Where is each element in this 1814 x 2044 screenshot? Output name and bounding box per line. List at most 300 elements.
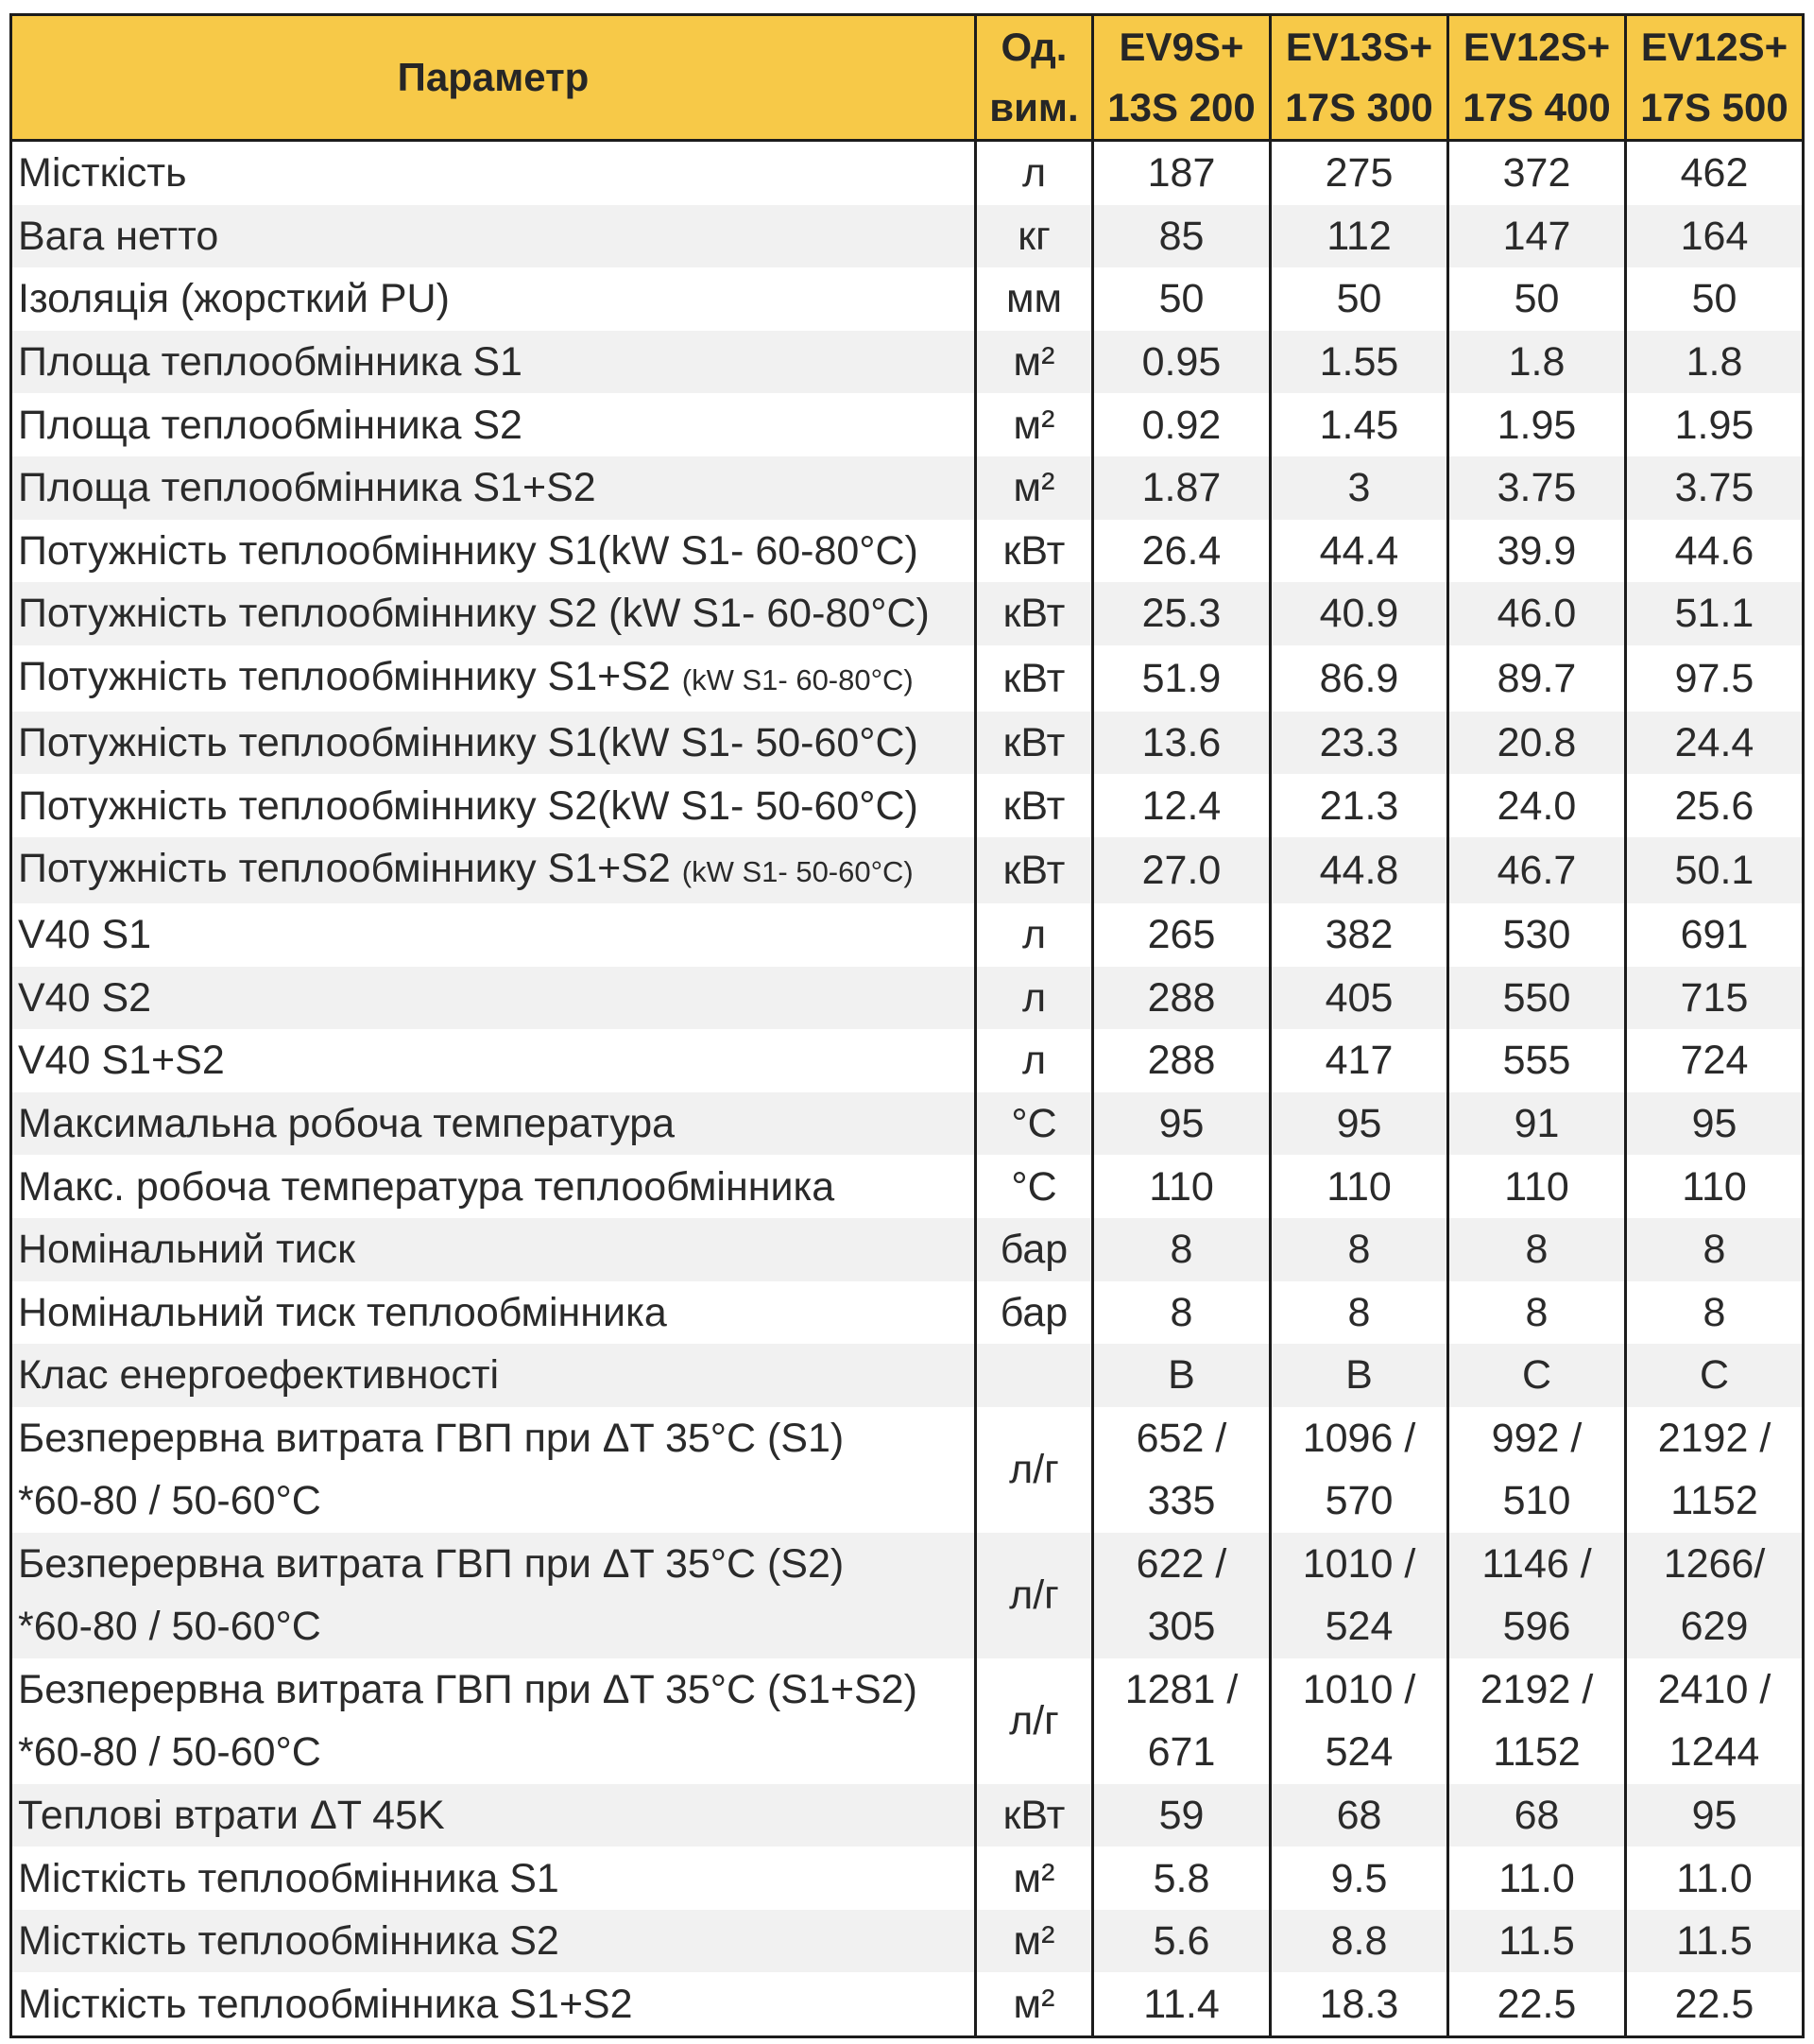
value-cell [1448,141,1626,205]
value-cell [1626,141,1804,205]
value-text: 39.9 [1497,527,1577,574]
value-cell [1093,1658,1271,1784]
value-cell [1093,1846,1271,1910]
value-cell [1271,1281,1448,1345]
param-cell [11,1910,976,1973]
value-text: 110 [1682,1163,1747,1210]
table-row [11,1407,1804,1533]
header-model-3: EV12S+ 17S 400 [1448,15,1626,141]
unit-cell: л/г [976,1658,1093,1784]
value-cell [1448,1533,1626,1658]
value-text: 13.6 [1141,720,1222,766]
value-text: 0.92 [1141,402,1222,448]
value-cell [1626,712,1804,775]
value-cell [1093,903,1271,967]
value-cell [1271,1218,1448,1281]
value-text: 8 [1170,1289,1193,1335]
unit-cell: °C [976,1155,1093,1218]
value-text: 382 [1325,912,1394,958]
value-cell [1626,1533,1804,1658]
unit-cell: л/г [976,1407,1093,1533]
param-cell [11,712,976,775]
unit-cell: кВт [976,1784,1093,1847]
table-row [11,141,1804,205]
value-cell [1626,520,1804,583]
param-cell [11,837,976,903]
value-cell [1626,1218,1804,1281]
value-text: C [1699,1352,1730,1399]
param-text: Теплові втрати ΔT 45K [18,1792,445,1838]
param-text: *60-80 / 50-60°C [18,1478,321,1524]
value-text: 8 [1525,1227,1549,1273]
value-text: 8 [1170,1227,1193,1273]
value-cell [1093,1972,1271,2036]
header-unit: Од. вим. [976,15,1093,141]
value-text: 40.9 [1319,591,1399,637]
value-text: 596 [1502,1604,1571,1650]
unit-cell: кВт [976,712,1093,775]
param-text: Номінальний тиск [18,1227,355,1273]
value-cell [1626,582,1804,645]
value-text: 1146 / [1481,1541,1592,1588]
value-text: 524 [1325,1604,1394,1650]
table-row [11,837,1804,903]
value-cell [1093,1407,1271,1533]
param-cell [11,967,976,1030]
value-cell [1093,837,1271,903]
value-cell [1271,267,1448,331]
value-text: 85 [1158,213,1205,259]
unit-cell: л [976,967,1093,1030]
table-row [11,903,1804,967]
value-cell [1626,331,1804,394]
value-text: 8.8 [1330,1918,1388,1965]
value-text: 530 [1502,912,1571,958]
value-cell [1448,1407,1626,1533]
param-text: *60-80 / 50-60°C [18,1604,321,1650]
value-text: 91 [1514,1101,1560,1147]
value-text: 550 [1502,974,1571,1021]
value-cell [1271,141,1448,205]
value-text: 8 [1525,1289,1549,1335]
value-text: 5.8 [1153,1855,1210,1901]
value-text: 524 [1325,1729,1394,1776]
value-text: 2410 / [1657,1667,1771,1713]
param-cell [11,1533,976,1658]
value-cell [1626,1155,1804,1218]
value-text: 1010 / [1302,1667,1416,1713]
param-text: Потужність теплообміннику S1+S2 [18,845,671,891]
value-cell [1271,1784,1448,1847]
table-row [11,1344,1804,1407]
param-cell [11,141,976,205]
value-text: 147 [1502,213,1571,259]
value-text: 25.3 [1141,591,1222,637]
value-cell [1093,1092,1271,1156]
value-cell [1271,1029,1448,1092]
unit-cell: м² [976,456,1093,520]
value-cell [1093,1344,1271,1407]
value-cell [1271,456,1448,520]
param-cell [11,774,976,837]
value-cell [1626,1658,1804,1784]
value-text: 11.5 [1676,1918,1753,1965]
param-text: Номінальний тиск теплообмінника [18,1289,667,1335]
value-cell [1093,1910,1271,1973]
table-row [11,967,1804,1030]
value-text: 1.95 [1674,402,1754,448]
value-text: C [1521,1352,1552,1399]
unit-cell: л [976,903,1093,967]
param-text: Площа теплообмінника S2 [18,402,522,448]
value-cell [1093,141,1271,205]
value-text: 288 [1147,974,1216,1021]
param-text: Місткість теплообмінника S1+S2 [18,1981,633,2027]
value-text: 24.0 [1497,782,1577,829]
value-cell [1093,645,1271,712]
table-row [11,1533,1804,1658]
param-text: Клас енергоефективності [18,1352,500,1399]
param-text: Потужність теплообміннику S1(kW S1- 50-60°C) [18,720,918,766]
spec-body [11,141,1804,2037]
value-cell [1626,1281,1804,1345]
table-row [11,1281,1804,1345]
value-text: 18.3 [1319,1981,1399,2027]
value-cell [1271,205,1448,268]
unit-cell: кВт [976,520,1093,583]
value-cell [1271,393,1448,456]
param-text: V40 S1+S2 [18,1038,225,1084]
value-text: 11.0 [1498,1855,1575,1901]
value-cell [1093,1533,1271,1658]
value-text: 50.1 [1674,847,1754,893]
value-text: 11.5 [1498,1918,1575,1965]
value-text: 8 [1703,1227,1726,1273]
value-text: 2192 / [1657,1416,1771,1462]
value-text: 23.3 [1319,720,1399,766]
table-row [11,267,1804,331]
param-text: Місткість теплообмінника S1 [18,1855,559,1901]
value-text: 671 [1147,1729,1216,1776]
value-text: 11.4 [1143,1981,1220,2027]
param-text: Потужність теплообміннику S1+S2 [18,653,671,699]
param-text: Площа теплообмінника S1+S2 [18,465,596,511]
param-cell [11,1155,976,1218]
value-cell [1448,837,1626,903]
value-cell [1093,1218,1271,1281]
unit-cell: м² [976,331,1093,394]
value-text: 97.5 [1674,655,1754,701]
value-cell [1093,267,1271,331]
value-text: 372 [1502,150,1571,197]
value-text: 335 [1147,1478,1216,1524]
value-cell [1626,837,1804,903]
param-text: Вага нетто [18,213,219,259]
value-text: 68 [1514,1792,1560,1838]
value-text: 1266/ [1663,1541,1766,1588]
param-text: Макс. робоча температура теплообмінника [18,1163,835,1210]
value-text: 50 [1691,276,1737,322]
value-text: B [1168,1352,1195,1399]
value-text: 22.5 [1674,1981,1754,2027]
value-text: 629 [1680,1604,1749,1650]
value-cell [1626,1092,1804,1156]
param-text: Місткість теплообмінника S2 [18,1918,559,1965]
param-cell [11,1972,976,2036]
value-cell [1448,1155,1626,1218]
value-text: 3.75 [1674,465,1754,511]
value-text: 555 [1502,1038,1571,1084]
unit-cell: л/г [976,1533,1093,1658]
param-cell [11,393,976,456]
value-cell [1093,582,1271,645]
value-cell [1626,1407,1804,1533]
value-text: B [1345,1352,1373,1399]
value-cell [1271,1155,1448,1218]
value-cell [1093,1029,1271,1092]
table-row [11,582,1804,645]
value-text: 25.6 [1674,782,1754,829]
value-cell [1093,967,1271,1030]
value-cell [1093,331,1271,394]
value-text: 22.5 [1497,1981,1577,2027]
unit-cell: л [976,1029,1093,1092]
value-text: 715 [1680,974,1749,1021]
value-cell [1448,1218,1626,1281]
value-text: 9.5 [1330,1855,1388,1901]
value-cell [1448,774,1626,837]
value-text: 462 [1680,150,1749,197]
value-text: 51.9 [1141,655,1222,701]
value-cell [1448,520,1626,583]
table-row [11,1972,1804,2036]
value-text: 20.8 [1497,720,1577,766]
unit-cell: бар [976,1281,1093,1345]
value-text: 1152 [1493,1729,1581,1776]
value-cell [1093,712,1271,775]
value-text: 89.7 [1497,655,1577,701]
value-cell [1271,1910,1448,1973]
unit-cell: м² [976,1972,1093,2036]
value-text: 3.75 [1497,465,1577,511]
param-text: Безперервна витрата ГВП при ΔT 35°C (S1+S2) [18,1667,917,1713]
param-cell [11,456,976,520]
value-text: 95 [1158,1101,1205,1147]
value-cell [1271,712,1448,775]
param-cell [11,520,976,583]
value-text: 622 / [1136,1541,1227,1588]
value-text: 8 [1703,1289,1726,1335]
value-cell [1271,520,1448,583]
value-cell [1271,1658,1448,1784]
value-text: 1.8 [1508,339,1566,386]
param-cell [11,1407,976,1533]
value-cell [1626,903,1804,967]
table-row [11,774,1804,837]
value-text: 50 [1158,276,1205,322]
value-text: 95 [1691,1792,1737,1838]
value-text: 95 [1336,1101,1382,1147]
value-cell [1448,1784,1626,1847]
param-text: Безперервна витрата ГВП при ΔT 35°C (S1) [18,1416,845,1462]
value-cell [1626,393,1804,456]
value-text: 1152 [1670,1478,1758,1524]
value-text: 51.1 [1674,591,1754,637]
value-cell [1448,456,1626,520]
value-text: 59 [1158,1792,1205,1838]
value-text: 44.4 [1319,527,1399,574]
value-text: 652 / [1136,1416,1227,1462]
value-text: 24.4 [1674,720,1754,766]
param-cell [11,267,976,331]
value-text: 164 [1680,213,1749,259]
value-text: 1.95 [1497,402,1577,448]
value-text: 1281 / [1124,1667,1239,1713]
value-text: 510 [1502,1478,1571,1524]
value-text: 1.55 [1319,339,1399,386]
value-cell [1448,331,1626,394]
value-cell [1093,520,1271,583]
value-cell [1448,1910,1626,1973]
param-text: Місткість [18,150,187,197]
value-text: 1096 / [1302,1416,1416,1462]
value-text: 1010 / [1302,1541,1416,1588]
value-cell [1626,967,1804,1030]
table-row [11,645,1804,712]
table-row [11,520,1804,583]
value-cell [1093,205,1271,268]
value-text: 50 [1514,276,1560,322]
table-row [11,1218,1804,1281]
param-text: Ізоляція (жорсткий PU) [18,276,450,322]
param-cell [11,1784,976,1847]
value-text: 46.7 [1497,847,1577,893]
table-row [11,1029,1804,1092]
value-text: 27.0 [1141,847,1222,893]
value-cell [1448,205,1626,268]
value-cell [1448,967,1626,1030]
value-cell [1626,774,1804,837]
value-text: 288 [1147,1038,1216,1084]
value-cell [1626,1344,1804,1407]
param-line [18,837,974,903]
unit-cell: кВт [976,774,1093,837]
value-text: 305 [1147,1604,1216,1650]
value-cell [1093,1281,1271,1345]
value-cell [1448,1092,1626,1156]
value-text: 12.4 [1141,782,1222,829]
value-cell [1448,1344,1626,1407]
value-cell [1093,1784,1271,1847]
unit-cell: °C [976,1092,1093,1156]
value-cell [1448,712,1626,775]
param-cell [11,1846,976,1910]
header-param: Параметр [11,15,976,141]
param-cell [11,1344,976,1407]
value-cell [1271,837,1448,903]
param-cell [11,645,976,712]
value-text: 275 [1325,150,1394,197]
value-cell [1448,1846,1626,1910]
param-text: Потужність теплообміннику S1(kW S1- 60-80°C) [18,527,918,574]
value-cell [1448,393,1626,456]
header-model-4: EV12S+ 17S 500 [1626,15,1804,141]
value-cell [1626,1029,1804,1092]
table-row [11,393,1804,456]
value-text: 570 [1325,1478,1394,1524]
table-row [11,1092,1804,1156]
value-cell [1093,774,1271,837]
value-cell [1448,582,1626,645]
value-cell [1626,1846,1804,1910]
value-text: 46.0 [1497,591,1577,637]
param-note: (kW S1- 60-80°C) [681,662,914,696]
value-cell [1626,645,1804,712]
unit-cell: бар [976,1218,1093,1281]
unit-cell: м² [976,1846,1093,1910]
value-cell [1448,267,1626,331]
table-row [11,1784,1804,1847]
value-text: 1.45 [1319,402,1399,448]
param-cell [11,205,976,268]
param-cell [11,1281,976,1345]
value-text: 187 [1147,150,1216,197]
table-row [11,205,1804,268]
value-text: 50 [1336,276,1382,322]
header-model-1: EV9S+ 13S 200 [1093,15,1271,141]
value-text: 110 [1326,1163,1392,1210]
param-text: Максимальна робоча температура [18,1101,676,1147]
value-cell [1271,582,1448,645]
value-cell [1448,1972,1626,2036]
value-text: 1244 [1669,1729,1760,1776]
value-cell [1448,1281,1626,1345]
value-text: 992 / [1491,1416,1583,1462]
value-cell [1271,645,1448,712]
value-cell [1093,393,1271,456]
param-cell [11,1092,976,1156]
value-text: 724 [1680,1038,1749,1084]
value-cell [1626,1784,1804,1847]
value-text: 417 [1325,1038,1394,1084]
value-cell [1271,331,1448,394]
value-cell [1448,1658,1626,1784]
table-row [11,1155,1804,1218]
value-text: 21.3 [1319,782,1399,829]
value-text: 112 [1326,213,1392,259]
value-text: 8 [1347,1289,1371,1335]
value-cell [1093,456,1271,520]
value-cell [1271,1972,1448,2036]
unit-cell: мм [976,267,1093,331]
value-cell [1626,456,1804,520]
table-row [11,1910,1804,1973]
param-text: V40 S1 [18,912,152,958]
param-text: Потужність теплообміннику S2(kW S1- 50-60°C) [18,782,918,829]
value-text: 8 [1347,1227,1371,1273]
value-text: 265 [1147,912,1216,958]
value-cell [1271,903,1448,967]
value-cell [1093,1155,1271,1218]
unit-cell: м² [976,1910,1093,1973]
value-cell [1448,903,1626,967]
param-cell [11,1658,976,1784]
param-cell [11,903,976,967]
value-cell [1271,1092,1448,1156]
value-cell [1271,1407,1448,1533]
table-row [11,712,1804,775]
param-cell [11,1029,976,1092]
